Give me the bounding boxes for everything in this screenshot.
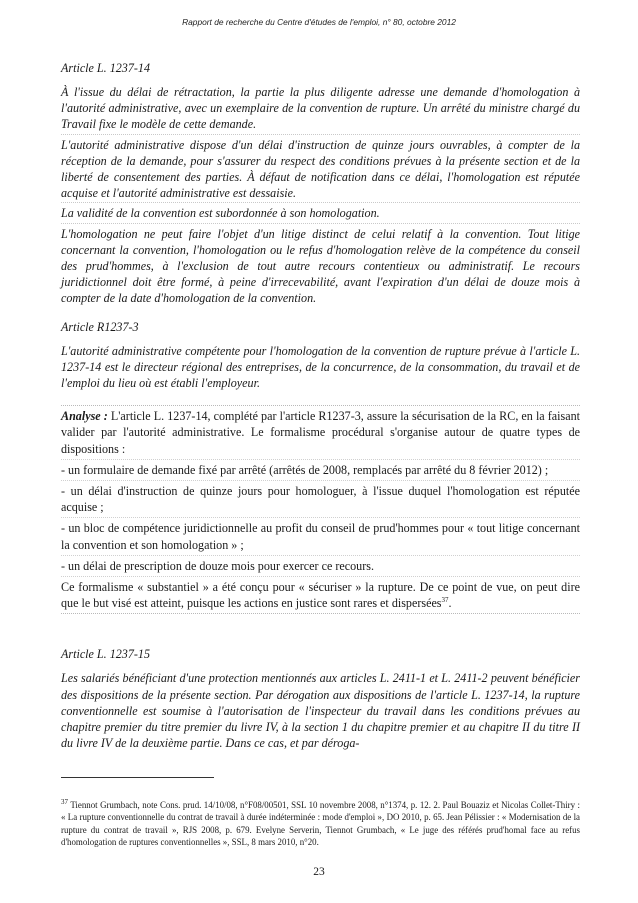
analysis-item: - un délai de prescription de douze mois pour exercer ce recours. [61,556,580,577]
analysis-intro-text: L'article L. 1237-14, complété par l'article R1237-3, assure la sécurisation de la RC, en la faisant valider par l'autorité administrative. Le formalisme procédural s'organise autour de quatre types de dispositions : [61,409,580,456]
footnote-number: 37 [61,798,68,807]
analysis-label: Analyse : [61,409,108,424]
analysis-intro [61,406,580,460]
analysis-conclusion [61,577,580,613]
article-paragraph: À l'issue du délai de rétractation, la partie la plus diligente adresse une demande d'homologation à l'autorité administrative, avec un exemplaire de la convention de rupture. Un arrêté du ministre chargé du Travail fixe le modèle de cette demande. [61,84,580,135]
article-paragraph: L'homologation ne peut faire l'objet d'un litige distinct de celui relatif à la convention. Tout litige concernant la convention, l'homologation ou le refus d'homologation relève de la compétence du conseil des prud'hommes, à l'exclusion de tout autre recours contentieux ou administratif. Le recours juridictionnel doit être formé, à peine d'irrecevabilité, avant l'expiration d'un délai de douze mois à compter de la date d'homologation de la convention. [61,226,580,306]
page-body [61,60,580,752]
analysis-conclusion-end: . [448,596,452,611]
article-heading-l1237-14: Article L. 1237-14 [61,61,151,75]
footnote-reference[interactable]: 37 [441,596,449,605]
footnote-separator [61,777,214,778]
analysis-box [61,405,580,614]
analysis-item: - un bloc de compétence juridictionnelle au profit du conseil de prud'hommes pour « tout litige concernant la convention et son homologation » ; [61,518,580,555]
article-paragraph: Les salariés bénéficiant d'une protection mentionnés aux articles L. 2411-1 et L. 2411-2 peuvent bénéficier des dispositions de la présente section. Par dérogation aux dispositions de l'article L. 1237-14, la rupture conventionnelle est soumise à l'autorisation de l'inspecteur du travail dans les conditions prévues au chapitre premier du titre premier du livre IV, à la section 1 du chapitre premier et au chapitre II du titre II du livre IV de la deuxième partie. Dans ce cas, et par déroga- [61,671,580,751]
article-paragraph: La validité de la convention est subordonnée à son homologation. [61,205,580,223]
running-header: Rapport de recherche du Centre d'études de l'emploi, n° 80, octobre 2012 [182,17,456,27]
article-paragraph: L'autorité administrative dispose d'un délai d'instruction de quinze jours ouvrables, à compter de la réception de la demande, pour s'assurer du respect des conditions prévues à la présente section et de la liberté de consentement des parties. À défaut de notification dans ce délai, l'homologation est réputée acquise et l'autorité administrative est dessaisie. [61,137,580,204]
article-heading-l1237-15: Article L. 1237-15 [61,647,151,662]
page-number: 23 [313,866,325,878]
footnote-text: Tiennot Grumbach, note Cons. prud. 14/10/08, n°F08/00501, SSL 10 novembre 2008, n°1374, p. 12. 2. Paul Bouaziz et Nicolas Collet-Thiry : « La rupture conventionnelle du contrat de travail à durée indéterminée : mode d'emploi », DO 2010, p. 65. Jean Pélissier : « Modernisation de la rupture du contrat de travail », RJS 2008, p. 679. Evelyne Serverin, Tiennot Grumbach, « Le juge des référés prud'homal face au refus d'homologation de ruptures conventionnelles », SSL, 8 mars 2010, n°20. [61,800,581,848]
analysis-item: - un formulaire de demande fixé par arrêté (arrêtés de 2008, remplacés par arrêté du 8 février 2012) ; [61,460,580,481]
analysis-conclusion-text: Ce formalisme « substantiel » a été conçu pour « sécuriser » la rupture. De ce point de vue, on peut dire que le but visé est atteint, puisque les actions en justice sont rares et dispersées [61,580,580,611]
footnote [61,799,580,849]
article-paragraph: L'autorité administrative compétente pour l'homologation de la convention de rupture prévue à l'article L. 1237-14 est le directeur régional des entreprises, de la concurrence, de la consommation, du travail et de l'emploi du lieu où est établi l'employeur. [61,343,580,391]
article-heading-r1237-3: Article R1237-3 [61,319,139,334]
analysis-item: - un délai d'instruction de quinze jours pour homologuer, à l'issue duquel l'homologation est réputée acquise ; [61,481,580,518]
